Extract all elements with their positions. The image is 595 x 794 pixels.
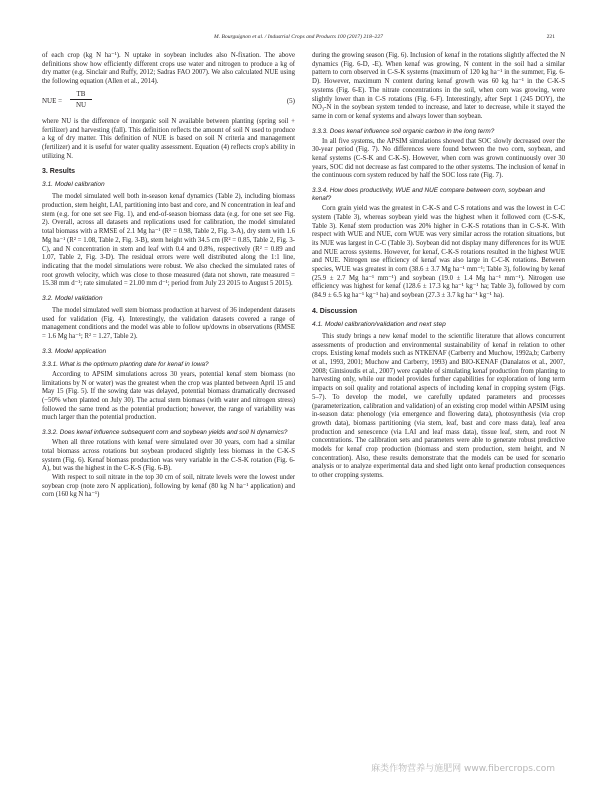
heading-discussion: 4. Discussion	[312, 307, 358, 315]
heading-productivity: 3.3.4. How does productivity, WUE and NUE compare between corn, soybean and kenaf?	[312, 187, 545, 203]
paragraph-uptake: of each crop (kg N ha⁻¹). N uptake in soybean includes also N-fixation. The above definitions show how efficiently different crops use water and nitrogen to produce a kg of dry matter (e.g. Sinclair and Ruffy, 2012; Sadras FAO 2007). We also calculated NUE using the following equation (Allen et al., 2014).	[42, 52, 295, 86]
page-number: 221	[546, 34, 555, 40]
heading-subsequent-yields: 3.3.2. Does kenaf influence subsequent corn and soybean yields and soil N dynamics?	[42, 429, 288, 437]
heading-results: 3. Results	[42, 168, 76, 176]
equation-fraction	[70, 90, 92, 110]
paragraph-n-dynamics: during the growing season (Fig. 6). Inclusion of kenaf in the rotations slightly affected the N dynamics (Fig. 6-D, -E). When kenaf was growing, N content in the soil had a similar pattern to corn observed in C-S-K systems (maximum of 120 kg ha⁻¹ in the summer, Fig. 6-D). However, maximum N content during kenaf growth was 60 kg ha⁻¹ in the C-K-S systems (Fig. 6-E). The nitrate concentrations in the soil, when corn was growing, were slightly lower than in C-S rotations (Fig. 6-F). Interestingly, after Sept 1 (245 DOY), the NO₃-N in the soybean system tended to increase, and later to decrease, while it stayed the same in corn or kenaf systems and always lower than soybean.	[312, 52, 565, 120]
heading-model-application: 3.3. Model application	[42, 347, 107, 355]
equation-lhs: NUE =	[42, 96, 63, 105]
paragraph-soil-organic-carbon: In all five systems, the APSIM simulations showed that SOC slowly decreased over the 30-year period (Fig. 7). No differences were found between the two corn, soybean, and kenaf systems (C-S-K and C-K-S). However, when corn was grown continuously over 30 years, SOC did not decrease as fast compared to the other systems. The inclusion of kenaf in the continuous corn system reduced by half the SOC loss rate (Fig. 7).	[312, 137, 565, 180]
equation-number: (5)	[286, 96, 295, 105]
paragraph-planting-date: According to APSIM simulations across 30 years, potential kenaf stem biomass (no limitations by N or water) was the greatest when the crop was planted between April 15 and May 15 (Fig. 5). If the sowing date was delayed, potential biomass dramatically decreased (−50% when planted on July 30). The actual stem biomass (with water and nitrogen stress) followed the same trend as the potential production; however, the range of variability was much larger than the potential production.	[42, 370, 295, 422]
equation-5	[42, 90, 295, 114]
watermark: 麻类作物营养与施肥网 www.fibercrops.com	[371, 764, 555, 774]
paragraph-productivity: Corn grain yield was the greatest in C-K-S and C-S rotations and was the lowest in C-C system (Table 3), whereas soybean yield was the highest when it followed corn (C-S-K, Table 3). Kenaf stem production was 20% higher in C-K-S rotations than in C-S-K. With respect with WUE and NUE, corn WUE was very similar across the rotation situations, but its NUE was largest in C-C (Table 3). Soybean did not display many differences for its WUE and NUE across systems. However, for kenaf, C-K-S rotations resulted in the highest WUE and NUE. Nitrogen use efficiency of kenaf was also large in C-C-K rotations. Between species, WUE was greatest in corn (38.6 ± 3.7 Mg ha⁻¹ mm⁻¹; Table 3), following by kenaf (25.9 ± 2.7 Mg ha⁻¹ mm⁻¹) and soybean (19.0 ± 1.4 Mg ha⁻¹ mm⁻¹). Nitrogen use efficiency was highest for kenaf (128.6 ± 17.3 kg ha⁻¹ kg⁻¹ ha; Table 3), followed by corn (84.9 ± 6.5 kg ha⁻¹ kg⁻¹ ha) and soybean (27.3 ± 3.7 kg ha⁻¹ kg⁻¹ ha).	[312, 205, 565, 300]
heading-soil-organic-carbon: 3.3.3. Does kenaf influence soil organic carbon in the long term?	[312, 127, 495, 135]
paragraph-nu-definition: where NU is the difference of inorganic soil N available between planting (spring soil + fertilizer) and harvesting (fall). This definition reflects the amount of soil N used to produce a kg of dry matter. This definition of NUE is based on soil N criteria and management (fertilizer) and it is useful for water quality assessment. Equation (4) reflects crop's ability in utilizing N.	[42, 117, 295, 160]
running-head: M. Bourguignon et al. / Industrial Crops and Products 100 (2017) 218–227	[214, 34, 383, 40]
equation-denominator: NU	[75, 100, 87, 109]
paragraph-discussion: This study brings a new kenaf model to the scientific literature that allows concurrent assessments of production and environmental sustainability of kenaf in relation to other crops. Existing kenaf models such as NTKENAF (Carberry and Muchow, 1992a,b; Carberry et al., 1993, 2001; Muchow and Carberry, 1993) and BIO-KENAF (Danalatos et al., 2007, 2008; Gintsioudis et al., 2007) were capable of simulating kenaf production from planting to harvesting only, while our model provides further capabilities for exploration of long term impacts on soil quality and rotational aspects of including kenaf in cropping system (Figs. 5–7). To develop the model, we carefully updated parameters and processes (parameterization, calibration and validation) of an existing crop model within APSIM using in-season data: phenology (via emergence and flowering data), photosynthesis (via crop growth data), biomass partitioning (via stem, leaf, bast and core mass data), leaf area production and senescence (via LAI and leaf mass data), tissue leaf, stem, and root N concentrations. The calibration sets and parameters were able to generate robust predictive models for kenaf crop production (biomass and stem production, stem height, and N concentration). Also, these results demonstrate that the models can be used for scenario analysis or to analyze experimental data and shed light onto kenaf production consequences to other cropping systems.	[312, 332, 565, 480]
paragraph-calibration: The model simulated well both in-season kenaf dynamics (Table 2), including biomass production, stem height, LAI, partitioning into bast and core, and N concentration in leaf and stem (e.g. for one set see Fig. 1), and end-of-season biomass data (e.g. for one set see Fig. 2). Overall, across all datasets and replications used for calibration, the model simulated total biomass with a RMSE of 2.1 Mg ha⁻¹ (R² = 0.98, Table 2, Fig. 3-A), dry stem with 1.6 Mg ha⁻¹ (R² = 1.08, Table 2, Fig. 3-B), stem height with 34.5 cm (R² = 0.85, Table 2, Fig. 3-C), and N concentration in stem and leaf with 0.4 and 0.8%, respectively (R² = 0.89 and 1.07, Table 2, Fig. 3-D). The residual errors were well distributed along the 1:1 line, indicating that the model simulations were robust. We also checked the simulated rates of root growth velocity, which was close to those measured (data not shown, rate measured = 15.38 mm d⁻¹; rate simulated = 21.00 mm d⁻¹; period from July 23 2015 to August 5 2015).	[42, 193, 295, 288]
heading-model-calibration: 3.1. Model calibration	[42, 181, 105, 189]
paragraph-soil-nitrate: With respect to soil nitrate in the top 30 cm of soil, nitrate levels were the lowest under soybean crop (note zero N application), following by kenaf (80 kg N ha⁻¹ application) and corn (160 kg N ha⁻¹)	[42, 473, 295, 499]
paragraph-validation: The model simulated well stem biomass production at harvest of 36 independent datasets used for validation (Fig. 4). Interestingly, the validation datasets covered a range of management conditions and the model was able to follow up/downs in observations (RMSE = 1.6 Mg ha⁻¹; R² = 1.27, Table 2).	[42, 307, 295, 341]
left-column	[42, 52, 295, 500]
paragraph-rotations: When all three rotations with kenaf were simulated over 30 years, corn had a similar total biomass across rotations but soybean produced slightly less biomass in the C-K-S system (Fig. 6). Kenaf biomass production was very variable in the C-S-K rotation (Fig. 6-A), but was the highest in the C-K-S (Fig. 6-B).	[42, 439, 295, 473]
heading-calibration-next-step: 4.1. Model calibration/validation and next step	[312, 320, 446, 328]
heading-model-validation: 3.2. Model validation	[42, 295, 103, 303]
right-column	[312, 52, 565, 481]
equation-numerator: TB	[70, 90, 92, 100]
heading-planting-date: 3.3.1. What is the optimum planting date for kenaf in Iowa?	[42, 360, 209, 368]
